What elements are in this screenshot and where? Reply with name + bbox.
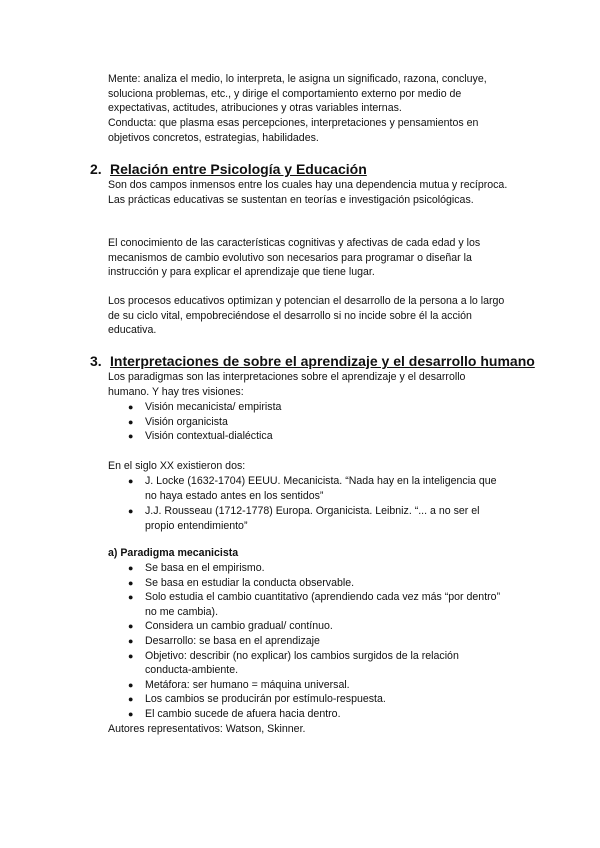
bullet-icon: ● bbox=[128, 679, 134, 690]
list-item: ● Se basa en estudiar la conducta observable. bbox=[128, 576, 355, 589]
list-item: ● Considera un cambio gradual/ contínuo. bbox=[128, 620, 333, 633]
bullet-icon: ● bbox=[128, 577, 134, 588]
list-item: ● Objetivo: describir (no explicar) los cambios surgidos de la relación conducta-ambiente. bbox=[128, 649, 459, 677]
bullet-icon: ● bbox=[128, 650, 134, 661]
list-item: ● Visión organicista bbox=[128, 415, 228, 428]
autores-representativos: Autores representativos: Watson, Skinner. bbox=[108, 723, 306, 735]
section-3-title: Interpretaciones de sobre el aprendizaje y el desarrollo humano bbox=[110, 353, 535, 369]
paradigma-list bbox=[108, 561, 508, 722]
paradigma-mecanicista-heading: a) Paradigma mecanicista bbox=[108, 547, 239, 559]
bullet-icon: ● bbox=[128, 635, 134, 646]
bullet-icon: ● bbox=[128, 416, 134, 427]
list-item: ● Desarrollo: se basa en el aprendizaje bbox=[128, 634, 320, 647]
bullet-icon: ● bbox=[128, 402, 134, 412]
section-2-number: 2. bbox=[90, 161, 102, 177]
list-item: ● Se basa en el empirismo. bbox=[128, 562, 265, 574]
section-2-paragraph-3: Los procesos educativos optimizan y potencian el desarrollo de la persona a lo largo de su ciclo vital, empobreciéndose el desarrollo si no incide sobre él la acción educativa. bbox=[108, 295, 505, 337]
section-2-title: Relación entre Psicología y Educación bbox=[110, 161, 367, 177]
list-item: ● Los cambios se producirán por estímulo-respuesta. bbox=[128, 693, 386, 706]
bullet-icon: ● bbox=[128, 431, 134, 442]
bullet-icon: ● bbox=[128, 506, 134, 517]
list-item: ● Solo estudia el cambio cuantitativo (aprendiendo cada vez más “por dentro” no me cambia). bbox=[128, 591, 501, 618]
section-3-intro: Los paradigmas son las interpretaciones sobre el aprendizaje y el desarrollo humano. Y hay tres visiones: bbox=[108, 371, 466, 398]
bullet-icon: ● bbox=[128, 708, 134, 719]
siglo-intro: En el siglo XX existieron dos: bbox=[108, 460, 246, 472]
list-item: ● Visión contextual-dialéctica bbox=[128, 430, 273, 443]
bullet-icon: ● bbox=[128, 694, 134, 705]
conducta-paragraph: Conducta: que plasma esas percepciones, interpretaciones y pensamientos en objetivos concretos, estrategias, habilidades. bbox=[108, 117, 479, 144]
list-item: ● El cambio sucede de afuera hacia dentro. bbox=[128, 707, 341, 720]
list-item: ● Visión mecanicista/ empirista bbox=[128, 401, 282, 413]
list-item: ● J.J. Rousseau (1712-1778) Europa. Organicista. Leibniz. “... a no ser el propio entendimiento” bbox=[128, 505, 480, 532]
visiones-list bbox=[108, 400, 508, 444]
autores-list bbox=[108, 474, 508, 533]
list-item: ● Metáfora: ser humano = máquina universal. bbox=[128, 678, 350, 691]
section-2-paragraph-1: Son dos campos inmensos entre los cuales hay una dependencia mutua y recíproca. Las prácticas educativas se sustentan en teorías e investigación psicológicas. bbox=[108, 179, 508, 206]
mente-paragraph: Mente: analiza el medio, lo interpreta, le asigna un significado, razona, concluye, soluciona problemas, etc., y dirige el comportamiento externo por medio de expectativas, actitudes, atribuciones y otras variables internas. bbox=[108, 73, 487, 115]
bullet-icon: ● bbox=[128, 592, 134, 603]
bullet-icon: ● bbox=[128, 476, 134, 486]
bullet-icon: ● bbox=[128, 563, 134, 573]
bullet-icon: ● bbox=[128, 621, 134, 632]
list-item: ● J. Locke (1632-1704) EEUU. Mecanicista. “Nada hay en la inteligencia que no haya estado antes en los sentidos” bbox=[128, 475, 497, 502]
section-2-paragraph-2: El conocimiento de las características cognitivas y afectivas de cada edad y los mecanismos de cambio evolutivo son necesarios para programar o diseñar la instrucción y para explicar el aprendizaje que tiene lugar. bbox=[108, 237, 481, 279]
section-3-number: 3. bbox=[90, 353, 102, 369]
